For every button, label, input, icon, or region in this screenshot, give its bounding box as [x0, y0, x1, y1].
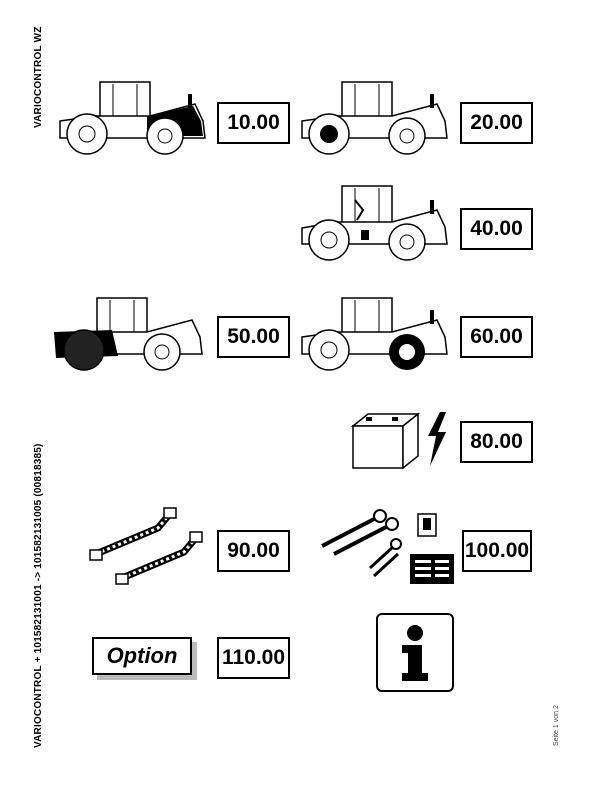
roller-cabin-icon: [297, 180, 457, 266]
page-info: Seite 1 von 2: [553, 705, 560, 746]
section-50-box[interactable]: 50.00: [217, 316, 290, 358]
section-60-box[interactable]: 60.00: [460, 316, 533, 358]
roller-rear-frame-icon: [55, 76, 215, 158]
section-110-box[interactable]: 110.00: [217, 637, 290, 679]
section-80-box[interactable]: 80.00: [460, 421, 533, 463]
battery-electrical-icon: [348, 408, 453, 473]
section-20-box[interactable]: 20.00: [460, 102, 533, 144]
serial-range: VARIOCONTROL + 101582131001 -> 101582131005 (00818385): [33, 443, 44, 748]
roller-front-frame-icon: [52, 292, 212, 374]
section-10-box[interactable]: 10.00: [217, 102, 290, 144]
info-icon[interactable]: [376, 613, 454, 692]
option-label: Option: [92, 637, 192, 675]
section-40-box[interactable]: 40.00: [460, 208, 533, 250]
roller-wheels-icon: [297, 292, 457, 374]
hydraulic-hoses-icon: [88, 506, 206, 588]
section-100-box[interactable]: 100.00: [462, 530, 532, 572]
document-title: VARIOCONTROL WZ: [33, 26, 44, 128]
info-glyph-icon: [378, 615, 452, 690]
roller-drum-icon: [297, 76, 457, 158]
section-90-box[interactable]: 90.00: [217, 530, 290, 572]
tools-fuel-sign-icon: [314, 506, 462, 588]
